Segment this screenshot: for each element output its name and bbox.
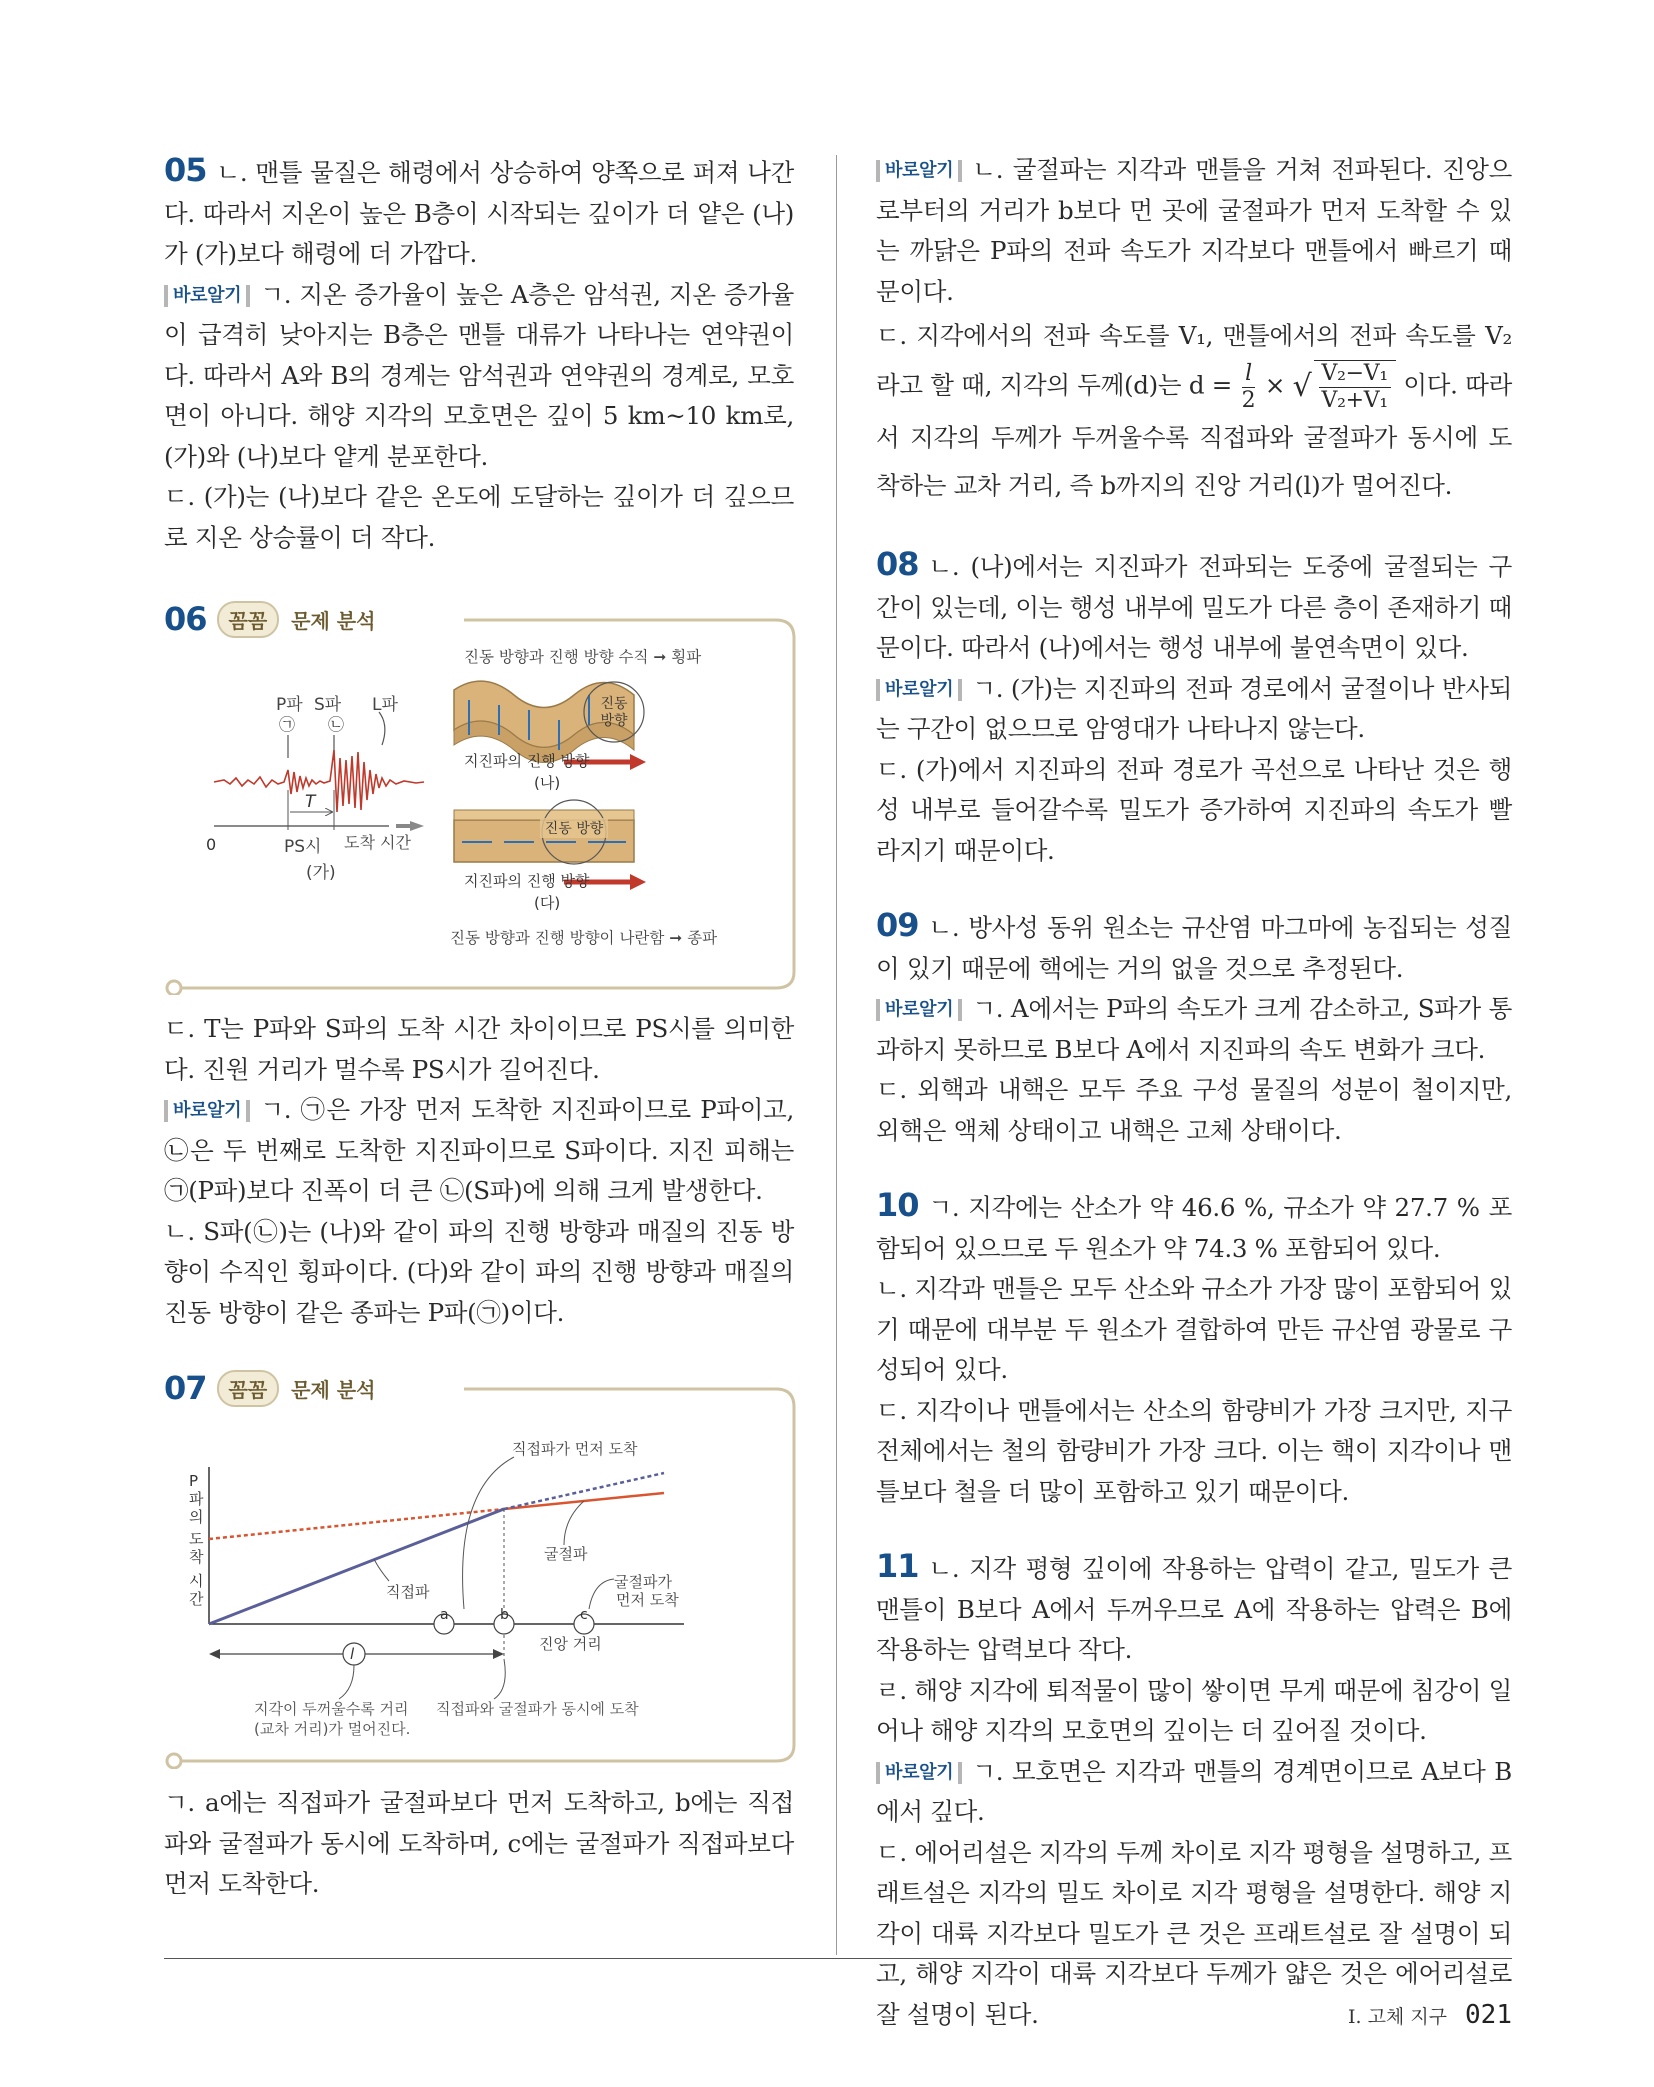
- answer-06-p1: ㄷ. T는 P파와 S파의 도착 시간 차이이므로 PS시를 의미한다. 진원 거리가 멀수록 PS시가 길어진다.: [164, 1014, 794, 1084]
- direct-dashed: [504, 1473, 664, 1509]
- label-ga: (가): [306, 863, 336, 883]
- column-divider: [836, 155, 837, 1955]
- answer-05-p1: [164, 150, 794, 275]
- distance-label: 진앙 거리: [539, 1635, 602, 1653]
- answer-11-p1: [876, 1546, 1512, 1671]
- y-axis-char-2: 의: [189, 1508, 204, 1526]
- longitudinal-caption: 진동 방향과 진행 방향이 나란함 ➞ 종파: [450, 929, 718, 947]
- answer-07-p1: ㄱ. a에는 직접파가 굴절파보다 먼저 도착하고, b에는 직접파와 굴절파가 동시에 도착하며, c에는 굴절파가 직접파보다 먼저 도착한다.: [164, 1788, 794, 1898]
- right-column: [876, 150, 1512, 2069]
- analysis-title: 문제 분석: [291, 1377, 376, 1402]
- refracted-label: 굴절파: [544, 1545, 588, 1563]
- analysis-box-06-wrap: [164, 600, 794, 995]
- y-axis-char-6: 간: [189, 1590, 204, 1608]
- answer-08-p1: [876, 544, 1512, 669]
- answer-09-p2: [876, 989, 1512, 1070]
- answer-text: 이다. 따라서 지각의 두께가 두꺼울수록 직접파와 굴절파가 동시에 도착하는 교차 거리, 즉 b까지의 진앙 거리(l)가 멀어진다.: [876, 370, 1512, 500]
- answer-06: [164, 600, 794, 1333]
- axis-zero: 0: [206, 835, 217, 854]
- vibration-dir-a: 진동: [600, 696, 628, 712]
- correct-tag: 바로알기: [164, 1100, 250, 1122]
- question-number: 05: [164, 151, 207, 189]
- frac-top: V₂−V₁: [1319, 361, 1391, 388]
- mark-2: ㉡: [328, 715, 345, 734]
- frac-bottom: 2: [1241, 387, 1256, 413]
- note1-a: 지각이 두꺼울수록 거리: [254, 1700, 409, 1718]
- ps-time-label: PS시: [284, 837, 322, 857]
- box-dot: [167, 981, 181, 995]
- figure-07: [164, 1369, 804, 1769]
- answer-text: ㄴ. 방사성 동위 원소는 규산염 마그마에 농집되는 성질이 있기 때문에 핵에는 거의 없을 것으로 추정된다.: [876, 913, 1512, 983]
- bottom-rule: [164, 1958, 1512, 1959]
- question-number: 09: [876, 906, 919, 944]
- answer-text: ㄱ. 지각에는 산소가 약 46.6 %, 규소가 약 27.7 % 포함되어 있으므로 두 원소가 약 74.3 % 포함되어 있다.: [876, 1193, 1512, 1263]
- answer-text: ㄱ. ㉠은 가장 먼저 도착한 지진파이므로 P파이고, ㉡은 두 번째로 도착한 지진파이므로 S파이다. 지진 피해는 ㉠(P파)보다 진폭이 더 큰 ㉡(S파)에 의해 크게 발생한다.: [164, 1095, 794, 1205]
- correct-tag: 바로알기: [876, 679, 962, 701]
- correct-tag: 바로알기: [876, 160, 962, 182]
- t-label: T: [305, 792, 316, 812]
- page-footer: [1348, 2000, 1512, 2030]
- answer-10-p2: ㄴ. 지각과 맨틀은 모두 산소와 규소가 가장 많이 포함되어 있기 때문에 대부분 두 원소가 결합하여 만든 규산염 광물로 구성되어 있다.: [876, 1274, 1512, 1384]
- answer-09: [876, 905, 1512, 1151]
- refracted-first-b: 먼저 도착: [616, 1591, 679, 1609]
- analysis-box-07-wrap: [164, 1369, 794, 1769]
- question-number: 07: [164, 1369, 207, 1407]
- s-wave-label: S파: [314, 695, 342, 715]
- answer-07-p3: ㄷ. 지각에서의 전파 속도를 V₁, 맨틀에서의 전파 속도를 V₂라고 할 때, 지각의 두께(d)는 d = $\frac{l}{2}$ × √ $\frac{\text{V₂−V₁}}{\text{V₂+V₁}}$ 이다. 따라서 지각의 두께가 두꺼울수록 직접파와 굴절파가 동시에 도착하는 교차 거리, 즉 b까지의 진앙 거리(l)가 멀어진다.: [876, 321, 1512, 500]
- answer-text: ㄴ. (나)에서는 지진파가 전파되는 도중에 굴절되는 구간이 있는데, 이는 행성 내부에 밀도가 다른 층이 존재하기 때문이다. 따라서 (나)에서는 행성 내부에 불연속면이 있다.: [876, 552, 1512, 662]
- analysis-pill: 꼼꼼: [217, 601, 280, 638]
- answer-text: ㄴ. 굴절파는 지각과 맨틀을 거쳐 전파된다. 진앙으로부터의 거리가 b보다 먼 곳에 굴절파가 먼저 도착할 수 있는 까닭은 P파의 전파 속도가 지각보다 맨틀에서 빠르기 때문이다.: [876, 155, 1512, 306]
- p-wave-label: P파: [276, 695, 303, 715]
- frac-top: l: [1242, 361, 1256, 388]
- page-number: 021: [1465, 2000, 1512, 2030]
- seismogram-trace: [214, 750, 424, 812]
- fraction-l-over-2: [1242, 361, 1256, 414]
- answer-07-continued: [876, 150, 1512, 510]
- l-wave-label: L파: [372, 695, 398, 715]
- answer-text: ㄴ. 맨틀 물질은 해령에서 상승하여 양쪽으로 퍼져 나간다. 따라서 지온이 높은 B층이 시작되는 깊이가 더 얕은 (나)가 (가)보다 해령에 더 가깝다.: [164, 158, 794, 268]
- point-a-label: a: [440, 1607, 449, 1623]
- answer-09-p1: [876, 905, 1512, 989]
- y-axis-char-0: P: [189, 1472, 199, 1490]
- label-da: (다): [534, 894, 561, 912]
- answer-07: [164, 1369, 794, 1905]
- answer-text: ㄱ. (가)는 지진파의 전파 경로에서 굴절이나 반사되는 구간이 없으므로 암영대가 나타나지 않는다.: [876, 673, 1512, 743]
- answer-08-p2: [876, 669, 1512, 750]
- answer-10: [876, 1185, 1512, 1512]
- l-label: l: [350, 1645, 355, 1663]
- refracted-dashed: [209, 1509, 504, 1539]
- correct-tag: 바로알기: [876, 999, 962, 1021]
- answer-05-p2: [164, 275, 794, 478]
- answer-11-p4: ㄷ. 에어리설은 지각의 두께 차이로 지각 평형을 설명하고, 프래트설은 지각의 밀도 차이로 지각 평형을 설명한다. 해양 지각이 대륙 지각보다 밀도가 큰 것은 프래트설로 잘 설명이 되고, 해양 지각이 대륙 지각보다 두께가 얇은 것은 에어리설로 잘 설명이 된다.: [876, 1837, 1512, 2029]
- answer-11: [876, 1546, 1512, 2035]
- box-dot: [167, 1754, 181, 1768]
- answer-text: ㄴ. 지각 평형 깊이에 작용하는 압력이 같고, 밀도가 큰 맨틀이 B보다 A에서 두꺼우므로 A에 작용하는 압력은 B에 작용하는 압력보다 작다.: [876, 1554, 1512, 1664]
- fraction-velocity: [1319, 361, 1391, 414]
- refracted-first-a: 굴절파가: [614, 1573, 672, 1591]
- arrival-time-label: 도착 시간: [344, 833, 411, 852]
- answer-10-p1: [876, 1185, 1512, 1269]
- answer-08-p3: ㄷ. (가)에서 지진파의 전파 경로가 곡선으로 나타난 것은 행성 내부로 들어갈수록 밀도가 증가하여 지진파의 속도가 빨라지기 때문이다.: [876, 754, 1512, 865]
- y-axis-char-5: 시: [189, 1572, 204, 1590]
- answer-06-p3: ㄴ. S파(㉡)는 (나)와 같이 파의 진행 방향과 매질의 진동 방향이 수직인 횡파이다. (다)와 같이 파의 진행 방향과 매질의 진동 방향이 같은 종파는 P파(㉠)이다.: [164, 1216, 794, 1327]
- left-column: [164, 150, 794, 1939]
- analysis-pill: 꼼꼼: [217, 1370, 280, 1407]
- times-sign: ×: [1264, 370, 1286, 400]
- note1-b: (교차 거리)가 멀어진다.: [254, 1720, 411, 1738]
- mark-1: ㉠: [279, 715, 296, 734]
- y-axis-char-1: 파: [189, 1490, 204, 1508]
- analysis-title: 문제 분석: [291, 608, 376, 633]
- answer-text: ㄱ. A에서는 P파의 속도가 크게 감소하고, S파가 통과하지 못하므로 B보다 A에서 지진파의 속도 변화가 크다.: [876, 994, 1512, 1064]
- answer-text: ㄱ. 지온 증가율이 높은 A층은 암석권, 지온 증가율이 급격히 낮아지는 B층은 맨틀 대류가 나타나는 연약권이다. 따라서 A와 B의 경계는 암석권과 연약권의 경계로, 모호면이 아니다. 해양 지각의 모호면은 깊이 5 km~10 km로, (가)와 (나)보다 얕게 분포한다.: [164, 279, 794, 471]
- answer-11-p2: ㄹ. 해양 지각에 퇴적물이 많이 쌓이면 무게 때문에 침강이 일어나 해양 지각의 모호면의 깊이는 더 깊어질 것이다.: [876, 1675, 1512, 1745]
- answer-text: ㄱ. 모호면은 지각과 맨틀의 경계면이므로 A보다 B에서 깊다.: [876, 1756, 1512, 1826]
- question-number: 11: [876, 1547, 919, 1585]
- direct-label: 직접파: [386, 1583, 430, 1601]
- question-number: 10: [876, 1186, 919, 1224]
- answer-06-p2: [164, 1090, 794, 1212]
- question-number: 08: [876, 545, 919, 583]
- direct-line: [209, 1509, 504, 1624]
- question-number: 06: [164, 600, 207, 638]
- point-b-label: b: [500, 1607, 509, 1623]
- vibration-dir: 진동 방향: [544, 821, 604, 837]
- answer-10-p3: ㄷ. 지각이나 맨틀에서는 산소의 함량비가 가장 크지만, 지구 전체에서는 철의 함량비가 가장 크다. 이는 핵이 지각이나 맨틀보다 철을 더 많이 포함하고 있기 때문이다.: [876, 1395, 1512, 1506]
- frac-bottom: V₂+V₁: [1321, 388, 1388, 413]
- note2: 직접파와 굴절파가 동시에 도착: [436, 1700, 639, 1718]
- answer-text: ㄷ. 지각에서의 전파 속도를 V₁, 맨틀에서의 전파 속도를 V₂라고 할 때, 지각의 두께(d)는 d =: [876, 321, 1512, 400]
- correct-tag: 바로알기: [164, 285, 250, 307]
- answer-07-p2: [876, 150, 1512, 312]
- answer-09-p3: ㄷ. 외핵과 내핵은 모두 주요 구성 물질의 성분이 철이지만, 외핵은 액체 상태이고 내핵은 고체 상태이다.: [876, 1075, 1512, 1145]
- answer-11-p3: [876, 1752, 1512, 1833]
- vibration-dir-b: 방향: [600, 713, 628, 729]
- y-axis-char-3: 도: [189, 1530, 204, 1548]
- answer-08: [876, 544, 1512, 871]
- footer-section: I. 고체 지구: [1347, 2006, 1448, 2028]
- y-axis-char-4: 착: [189, 1548, 204, 1566]
- transverse-caption: 진동 방향과 진행 방향 수직 ➞ 횡파: [464, 648, 702, 666]
- correct-tag: 바로알기: [876, 1762, 962, 1784]
- sqrt-term: [1314, 360, 1396, 414]
- propagation-label-2: 지진파의 진행 방향: [464, 872, 590, 890]
- direct-first-label: 직접파가 먼저 도착: [512, 1440, 638, 1458]
- point-c-label: c: [580, 1607, 588, 1623]
- answer-05-p3: ㄷ. (가)는 (나)보다 같은 온도에 도달하는 깊이가 더 깊으므로 지온 상승률이 더 작다.: [164, 482, 794, 552]
- label-na: (나): [534, 774, 561, 792]
- figure-06: [164, 600, 804, 995]
- propagation-label-1: 지진파의 진행 방향: [464, 752, 590, 770]
- answer-05: [164, 150, 794, 558]
